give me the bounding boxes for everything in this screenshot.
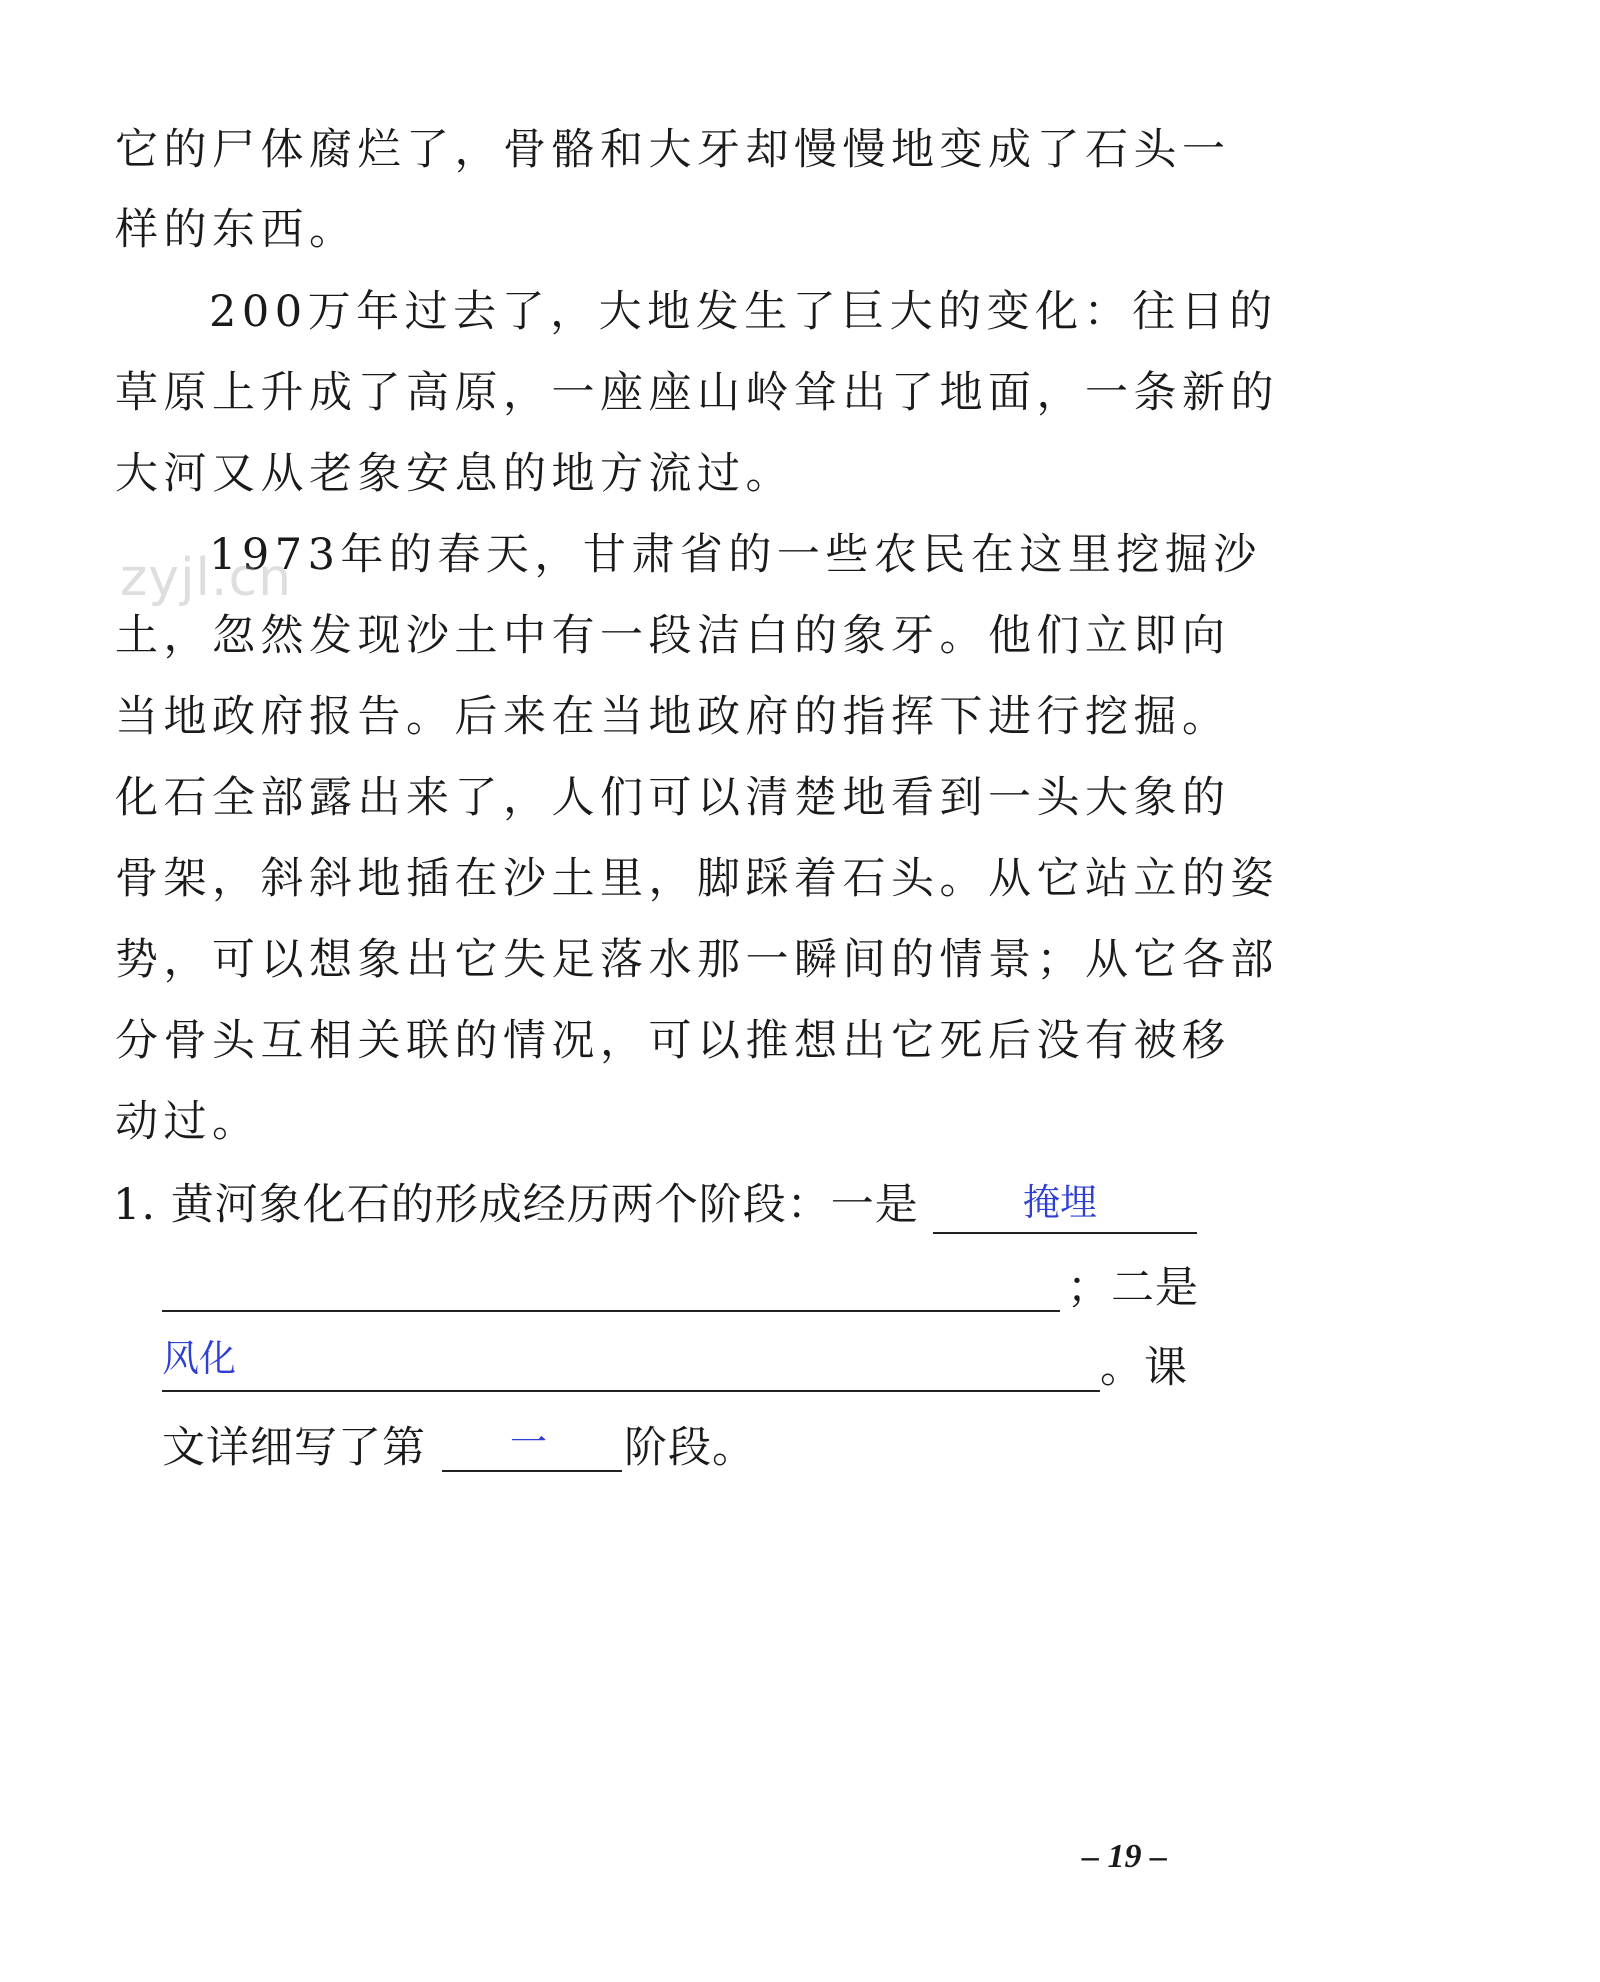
answer-blank-stage-one[interactable] (933, 1232, 1197, 1234)
passage-line: 骨架，斜斜地插在沙土里，脚踩着石头。从它站立的姿 (115, 854, 1279, 904)
passage-line: 草原上升成了高原，一座座山岭耸出了地面，一条新的 (115, 368, 1279, 418)
page-number: – 19 – (1082, 1838, 1167, 1875)
question-text: 文详细写了第 (162, 1423, 426, 1473)
answer-blank-detailed-stage[interactable] (442, 1470, 622, 1472)
question-text: 1. 黄河象化石的形成经历两个阶段：一是 (113, 1180, 919, 1230)
answer-blank-stage-one-continued[interactable] (162, 1310, 1060, 1312)
passage-line: 分骨头互相关联的情况，可以推想出它死后没有被移 (115, 1016, 1231, 1066)
passage-line: 大河又从老象安息的地方流过。 (115, 449, 794, 499)
handwritten-answer: 风化 (162, 1337, 236, 1380)
watermark: zyjl.cn (120, 548, 293, 608)
answer-blank-stage-two[interactable] (162, 1390, 1100, 1392)
passage-line: 土，忽然发现沙土中有一段洁白的象牙。他们立即向 (115, 611, 1231, 661)
passage-line: 当地政府报告。后来在当地政府的指挥下进行挖掘。 (115, 692, 1231, 742)
passage-line: 化石全部露出来了，人们可以清楚地看到一头大象的 (115, 773, 1231, 823)
question-text: 阶段。 (624, 1423, 756, 1473)
question-text: 。课 (1100, 1343, 1188, 1393)
question-text: ；二是 (1067, 1263, 1199, 1313)
passage-line: 它的尸体腐烂了，骨骼和大牙却慢慢地变成了石头一 (115, 125, 1231, 175)
passage-line: 200万年过去了，大地发生了巨大的变化：往日的 (209, 287, 1278, 337)
passage-line: 势，可以想象出它失足落水那一瞬间的情景；从它各部 (115, 935, 1279, 985)
handwritten-answer: 掩埋 (1023, 1181, 1097, 1224)
handwritten-answer: 一 (510, 1421, 547, 1464)
passage-line: 样的东西。 (115, 205, 358, 255)
passage-line: 1973年的春天，甘肃省的一些农民在这里挖掘沙 (209, 530, 1262, 580)
passage-line: 动过。 (115, 1097, 261, 1147)
